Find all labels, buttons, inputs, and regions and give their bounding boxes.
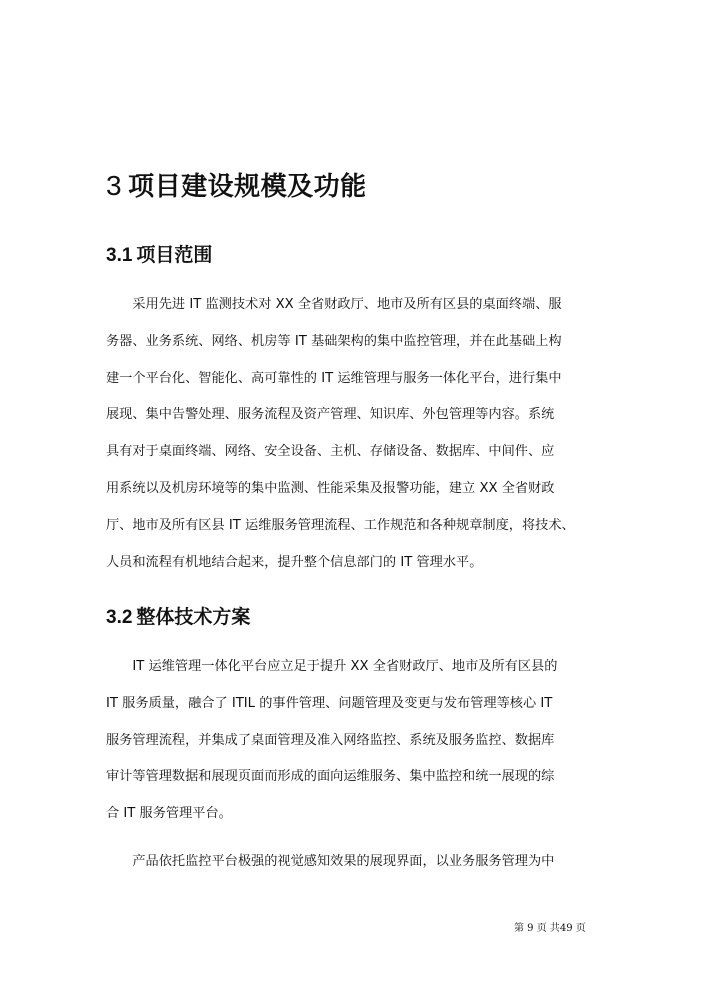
- paragraph-line: 厅、地市及所有区县 IT 运维服务管理流程、工作规范和各种规章制度，将技术、: [106, 517, 575, 533]
- paragraph-line: 服务管理流程，并集成了桌面管理及准入网络监控、系统及服务监控、数据库: [106, 732, 555, 748]
- paragraph-line: 人员和流程有机地结合起来，提升整个信息部门的 IT 管理水平。: [106, 554, 483, 570]
- page-number-footer: 第 9 页 共49 页: [514, 923, 586, 934]
- product-paragraph: [106, 844, 598, 881]
- scope-paragraph: [106, 287, 598, 581]
- paragraph-line: 采用先进 IT 监测技术对 XX 全省财政厅、地市及所有区县的桌面终端、服: [106, 297, 562, 312]
- section-title: 项目范围: [136, 244, 213, 266]
- section-heading-technical-plan: [106, 602, 250, 629]
- paragraph-line: 建一个平台化、智能化、高可靠性的 IT 运维管理与服务一体化平台，进行集中: [106, 370, 562, 386]
- paragraph-line: 合 IT 服务管理平台。: [106, 806, 232, 822]
- chapter-title: 项目建设规模及功能: [128, 172, 367, 202]
- technical-plan-paragraph: [106, 649, 598, 833]
- paragraph-line: 产品依托监控平台极强的视觉感知效果的展现界面，以业务服务管理为中: [106, 854, 555, 869]
- section-title: 整体技术方案: [136, 606, 251, 628]
- section-number: 3.1: [106, 245, 133, 266]
- paragraph-line: IT 服务质量，融合了 ITIL 的事件管理、问题管理及变更与发布管理等核心 IT: [106, 695, 553, 711]
- chapter-number: 3: [106, 170, 123, 201]
- paragraph-line: 审计等管理数据和展现页面而形成的面向运维服务、集中监控和统一展现的综: [106, 769, 555, 785]
- paragraph-line: IT 运维管理一体化平台应立足于提升 XX 全省财政厅、地市及所有区县的: [106, 659, 558, 674]
- paragraph-line: 展现、集中告警处理、服务流程及资产管理、知识库、外包管理等内容。系统: [106, 407, 555, 423]
- chapter-heading: [106, 166, 367, 203]
- section-number: 3.2: [106, 607, 133, 628]
- paragraph-line: 具有对于桌面终端、网络、安全设备、主机、存储设备、数据库、中间件、应: [106, 444, 555, 460]
- paragraph-line: 用系统以及机房环境等的集中监测、性能采集及报警功能，建立 XX 全省财政: [106, 480, 555, 496]
- section-heading-scope: [106, 240, 212, 267]
- paragraph-line: 务器、业务系统、网络、机房等 IT 基础架构的集中监控管理，并在此基础上构: [106, 333, 562, 349]
